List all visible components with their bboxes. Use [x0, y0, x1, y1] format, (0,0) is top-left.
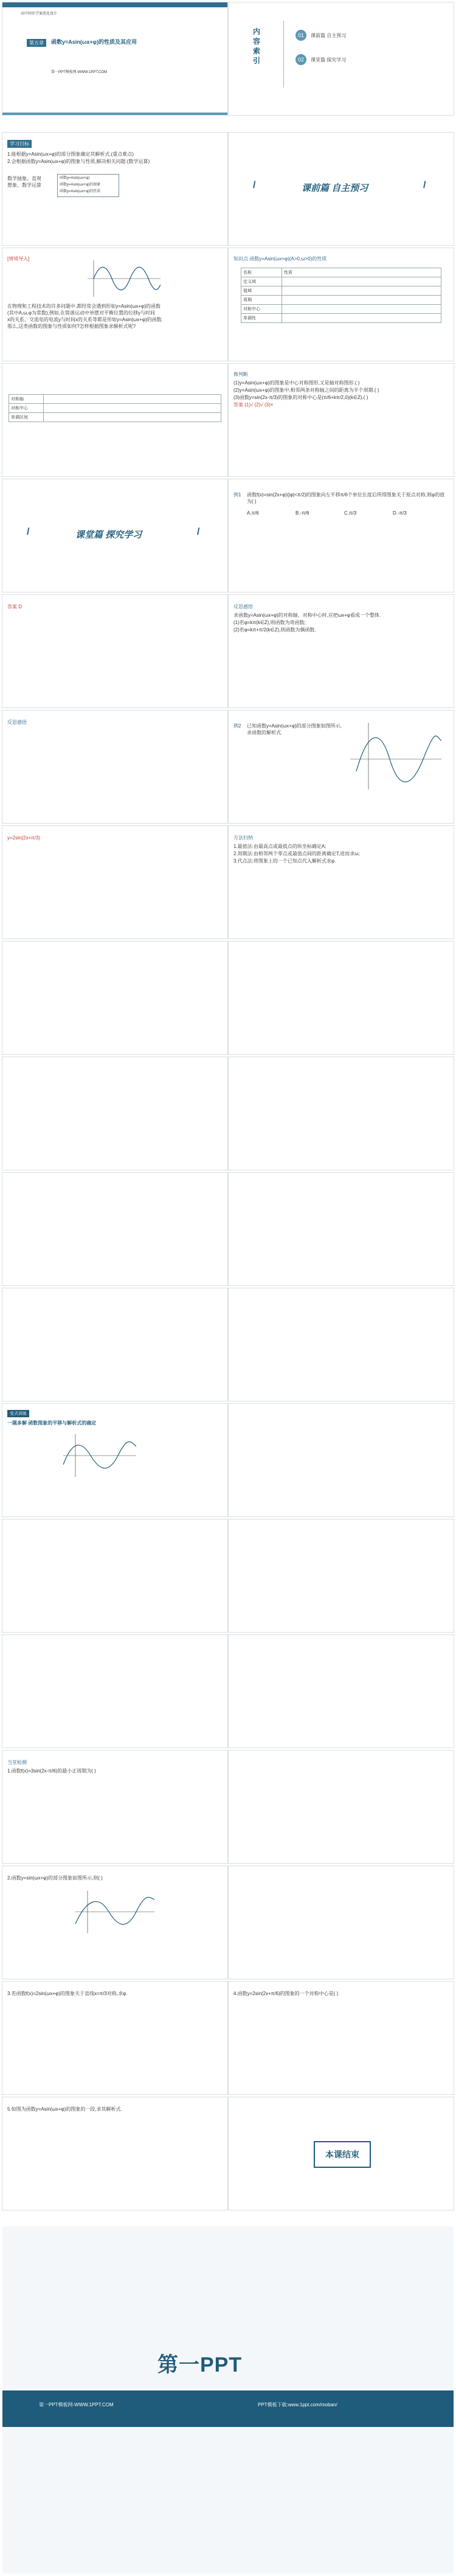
- props-row: 单调区间: [9, 413, 44, 422]
- quiz-item-4: 4.函数y=2sin(2x+π/6)的图象的一个对称中心是( ): [233, 1991, 339, 1996]
- slide-end[interactable]: [229, 2097, 454, 2210]
- knowledge-row: 对称中心: [241, 305, 282, 314]
- quiz-label: 当堂检测: [7, 1760, 27, 1765]
- slide-quiz-4[interactable]: [229, 1982, 454, 2094]
- footer-line-2[interactable]: PPT模板下载:www.1ppt.com/moban/: [258, 2402, 337, 2408]
- slide-quiz-2[interactable]: [2, 1866, 227, 1979]
- method-label: 方法归纳: [233, 835, 253, 841]
- slide-goals[interactable]: [2, 133, 227, 245]
- context-wave: [88, 260, 161, 297]
- toc-item-1[interactable]: 课前篇 自主预习: [311, 33, 347, 38]
- example1-label: 例1: [233, 492, 241, 498]
- goals-box-1: 函数y=Asin(ωx+φ): [60, 176, 90, 180]
- knowledge-row: 定义域: [241, 277, 282, 286]
- slide-example2[interactable]: [229, 710, 454, 823]
- slash-right: /: [197, 527, 200, 537]
- context-line-3: x的关系、交流电的电流y与时间x的关系等都是形如y=Asin(ωx+φ)的函数.: [7, 317, 163, 322]
- highlight-banner: 变式训练: [7, 1410, 29, 1417]
- slide-props[interactable]: [2, 364, 227, 476]
- quiz2-graph: [75, 1890, 154, 1933]
- toc-divider: [283, 21, 284, 88]
- slide-quiz-ans-1[interactable]: [229, 1751, 454, 1863]
- example1-option-b[interactable]: B.-π/6: [295, 510, 309, 516]
- highlight-text: 一题多解 函数图象的平移与解析式的确定: [7, 1420, 97, 1426]
- reflection-label: 反思感悟: [7, 720, 27, 725]
- reflection-line-1: 求函数y=Asin(ωx+φ)的对称轴、对称中心时,应把ωx+φ看成一个整体.: [233, 613, 381, 618]
- highlight-graph: [63, 1434, 136, 1477]
- goal-line-3: 数学抽象、直观想象、数学运算: [7, 176, 41, 188]
- example1-option-a[interactable]: A.π/6: [247, 510, 259, 516]
- quiz-item-1: 1.函数f(x)=3sin(2x-π/6)的最小正周期为( ): [7, 1768, 96, 1774]
- brand-footer: [2, 2226, 454, 2574]
- slide-bottom-bar: [2, 113, 227, 115]
- context-line-1: 在物理和工程技术的许多问题中,都经常会遇到形如y=Asin(ωx+φ)的函数: [7, 304, 161, 309]
- props-row: 对称中心: [9, 404, 44, 413]
- footer-line-1[interactable]: 第一PPT模板网-WWW.1PPT.COM: [39, 2402, 114, 2408]
- slash-left: /: [27, 527, 30, 537]
- context-line-2: (其中A,ω,φ为常数),例如,在简谐运动中单摆对平衡位置的位移y与时间: [7, 310, 155, 316]
- slide-variant-graph[interactable]: [229, 942, 454, 1054]
- slide-section2[interactable]: [2, 479, 227, 592]
- slide-practice2[interactable]: [2, 1057, 227, 1170]
- context-line-4: 那么,这类函数的图象与性质如何?怎样根据图象求解析式呢?: [7, 324, 136, 329]
- example2-label: 例2: [233, 723, 241, 729]
- toc-num-2: 02: [295, 54, 306, 65]
- knowledge-label: 知识点 函数y=Asin(ωx+φ)(A>0,ω>0)的性质: [233, 256, 327, 262]
- props-row: 对称轴: [9, 395, 44, 404]
- slide-highlight-5[interactable]: [229, 1635, 454, 1748]
- goals-box-2: 函数y=Asin(ωx+φ)的图象: [60, 183, 101, 187]
- slide-cover[interactable]: [2, 2, 227, 115]
- slide-practice4[interactable]: [2, 1173, 227, 1285]
- knowledge-table: [241, 268, 441, 323]
- reflection-line-3: (2)若φ=kπ+π/2(k∈Z),则函数为偶函数.: [233, 627, 316, 633]
- context-label: [情境导入]: [7, 256, 30, 262]
- footer-bar: [2, 2390, 454, 2427]
- slide-practice3[interactable]: [229, 1057, 454, 1170]
- example1-option-c[interactable]: C.π/3: [344, 510, 357, 516]
- slide-toc[interactable]: [229, 2, 454, 115]
- solution2-answer: y=2sin(2x+π/3): [7, 835, 40, 841]
- slide-practice6[interactable]: [2, 1288, 227, 1401]
- slide-quiz-1[interactable]: [2, 1751, 227, 1863]
- slide-variant[interactable]: [2, 942, 227, 1054]
- practice-item-2: (2)y=Asin(ωx+φ)的图象中,相邻两条对称轴之间的距离为半个周期.( ): [233, 387, 379, 393]
- toc-title: 内容索引: [253, 27, 261, 65]
- knowledge-row: 单调性: [241, 314, 282, 323]
- slash-left: /: [253, 180, 256, 190]
- slide-section1[interactable]: [229, 133, 454, 245]
- example2-graph: [350, 723, 441, 790]
- slide-answer1[interactable]: [2, 595, 227, 707]
- toc-item-2[interactable]: 课堂篇 探究学习: [311, 57, 347, 63]
- slide-highlight-sol[interactable]: [229, 1404, 454, 1516]
- slash-right: /: [423, 180, 426, 190]
- answer1: 答案 D: [7, 604, 22, 609]
- toc-num-1: 01: [295, 30, 306, 41]
- quiz-item-3: 3.若函数f(x)=2sin(ωx+φ)的图象关于直线x=π/3对称,求φ.: [7, 1991, 128, 1996]
- slide-method[interactable]: [229, 826, 454, 939]
- example2-text: 已知函数y=Asin(ωx+φ)的部分图象如图所示,求函数的解析式.: [247, 723, 342, 735]
- footer-logo: 第一PPT: [157, 2353, 243, 2376]
- slide-quiz-ans-2[interactable]: [229, 1866, 454, 1979]
- slide-quiz-3[interactable]: [2, 1982, 227, 2094]
- slide-context[interactable]: [2, 248, 227, 361]
- quiz-item-2: 2.函数y=sin(ωx+φ)的部分图象如图所示,则( ): [7, 1875, 103, 1881]
- slide-practice7[interactable]: [229, 1288, 454, 1401]
- slide-reflection2[interactable]: [2, 710, 227, 823]
- slide-highlight[interactable]: [2, 1404, 227, 1516]
- slide-highlight-3[interactable]: [229, 1519, 454, 1632]
- slide-knowledge[interactable]: [229, 248, 454, 361]
- reflection-label: 反思感悟: [233, 604, 253, 609]
- slide-top-bar: [2, 2, 227, 7]
- knowledge-row: 值域: [241, 286, 282, 296]
- knowledge-col-name: 名称: [241, 268, 282, 277]
- practice-answer: 答案 (1)√ (2)√ (3)×: [233, 402, 274, 408]
- goals-label: 学习目标: [7, 140, 32, 148]
- example1-option-d[interactable]: D.-π/3: [393, 510, 407, 516]
- slide-example1[interactable]: [229, 479, 454, 592]
- section1-title: 课前篇 自主预习: [302, 183, 368, 193]
- slide-quiz-5[interactable]: [2, 2097, 227, 2210]
- slide-highlight-2[interactable]: [2, 1519, 227, 1632]
- goal-line-2: 2.会根据函数y=Asin(ωx+φ)的图象与性质,解决相关问题.(数学运算): [7, 159, 150, 164]
- chapter-tag: 第五章: [27, 39, 46, 47]
- goal-line-1: 1.能根据y=Asin(ωx+φ)的部分图象确定其解析式.(重点难点): [7, 151, 134, 157]
- practice-label: 微判断: [233, 372, 248, 377]
- site-url: 第一PPT模板网-WWW.1PPT.COM: [51, 71, 107, 74]
- method-line-1: 1.最值法:由最高点或最低点的纵坐标确定A;: [233, 844, 326, 849]
- slide-highlight-4[interactable]: [2, 1635, 227, 1748]
- slide-practice5[interactable]: [229, 1173, 454, 1285]
- practice-item-3: (3)函数y=sin(2x-π/3)的图象的对称中心是(π/6+kπ/2,0)(k∈Z).( ): [233, 395, 368, 400]
- knowledge-col-prop: 性质: [282, 268, 441, 277]
- quiz-item-5: 5.如图为函数y=Asin(ωx+φ)的图象的一段,求其解析式.: [7, 2106, 122, 2112]
- method-line-2: 2.周期法:由相邻两个零点或最值点间的距离确定T,进而求ω;: [233, 851, 360, 856]
- section2-title: 课堂篇 探究学习: [75, 530, 142, 540]
- slide-reflection[interactable]: [229, 595, 454, 707]
- props-table: [9, 394, 221, 422]
- lesson-title: 函数y=Asin(ωx+φ)的性质及其应用: [51, 39, 137, 45]
- slide-solution2[interactable]: [2, 826, 227, 939]
- example1-text: 函数f(x)=sin(2x+φ)(|φ|<π/2)的图象向左平移π/6个单位长度后所得图象关于原点对称,则φ的值为( ): [247, 492, 445, 504]
- end-label: 本课结束: [314, 2141, 371, 2168]
- reflection-line-2: (1)若φ=kπ(k∈Z),则函数为奇函数;: [233, 620, 306, 625]
- cover-subtitle: 高中同步学案优化设计: [21, 12, 58, 16]
- practice-item-1: (1)y=Asin(ωx+φ)的图象是中心对称图形,又是轴对称图形.( ): [233, 380, 360, 386]
- goals-box-3: 函数y=Asin(ωx+φ)的性质: [60, 190, 101, 193]
- knowledge-row: 周期: [241, 296, 282, 305]
- slide-practice[interactable]: [229, 364, 454, 476]
- method-line-3: 3.代点法:将图象上的一个已知点代入解析式求φ.: [233, 858, 336, 864]
